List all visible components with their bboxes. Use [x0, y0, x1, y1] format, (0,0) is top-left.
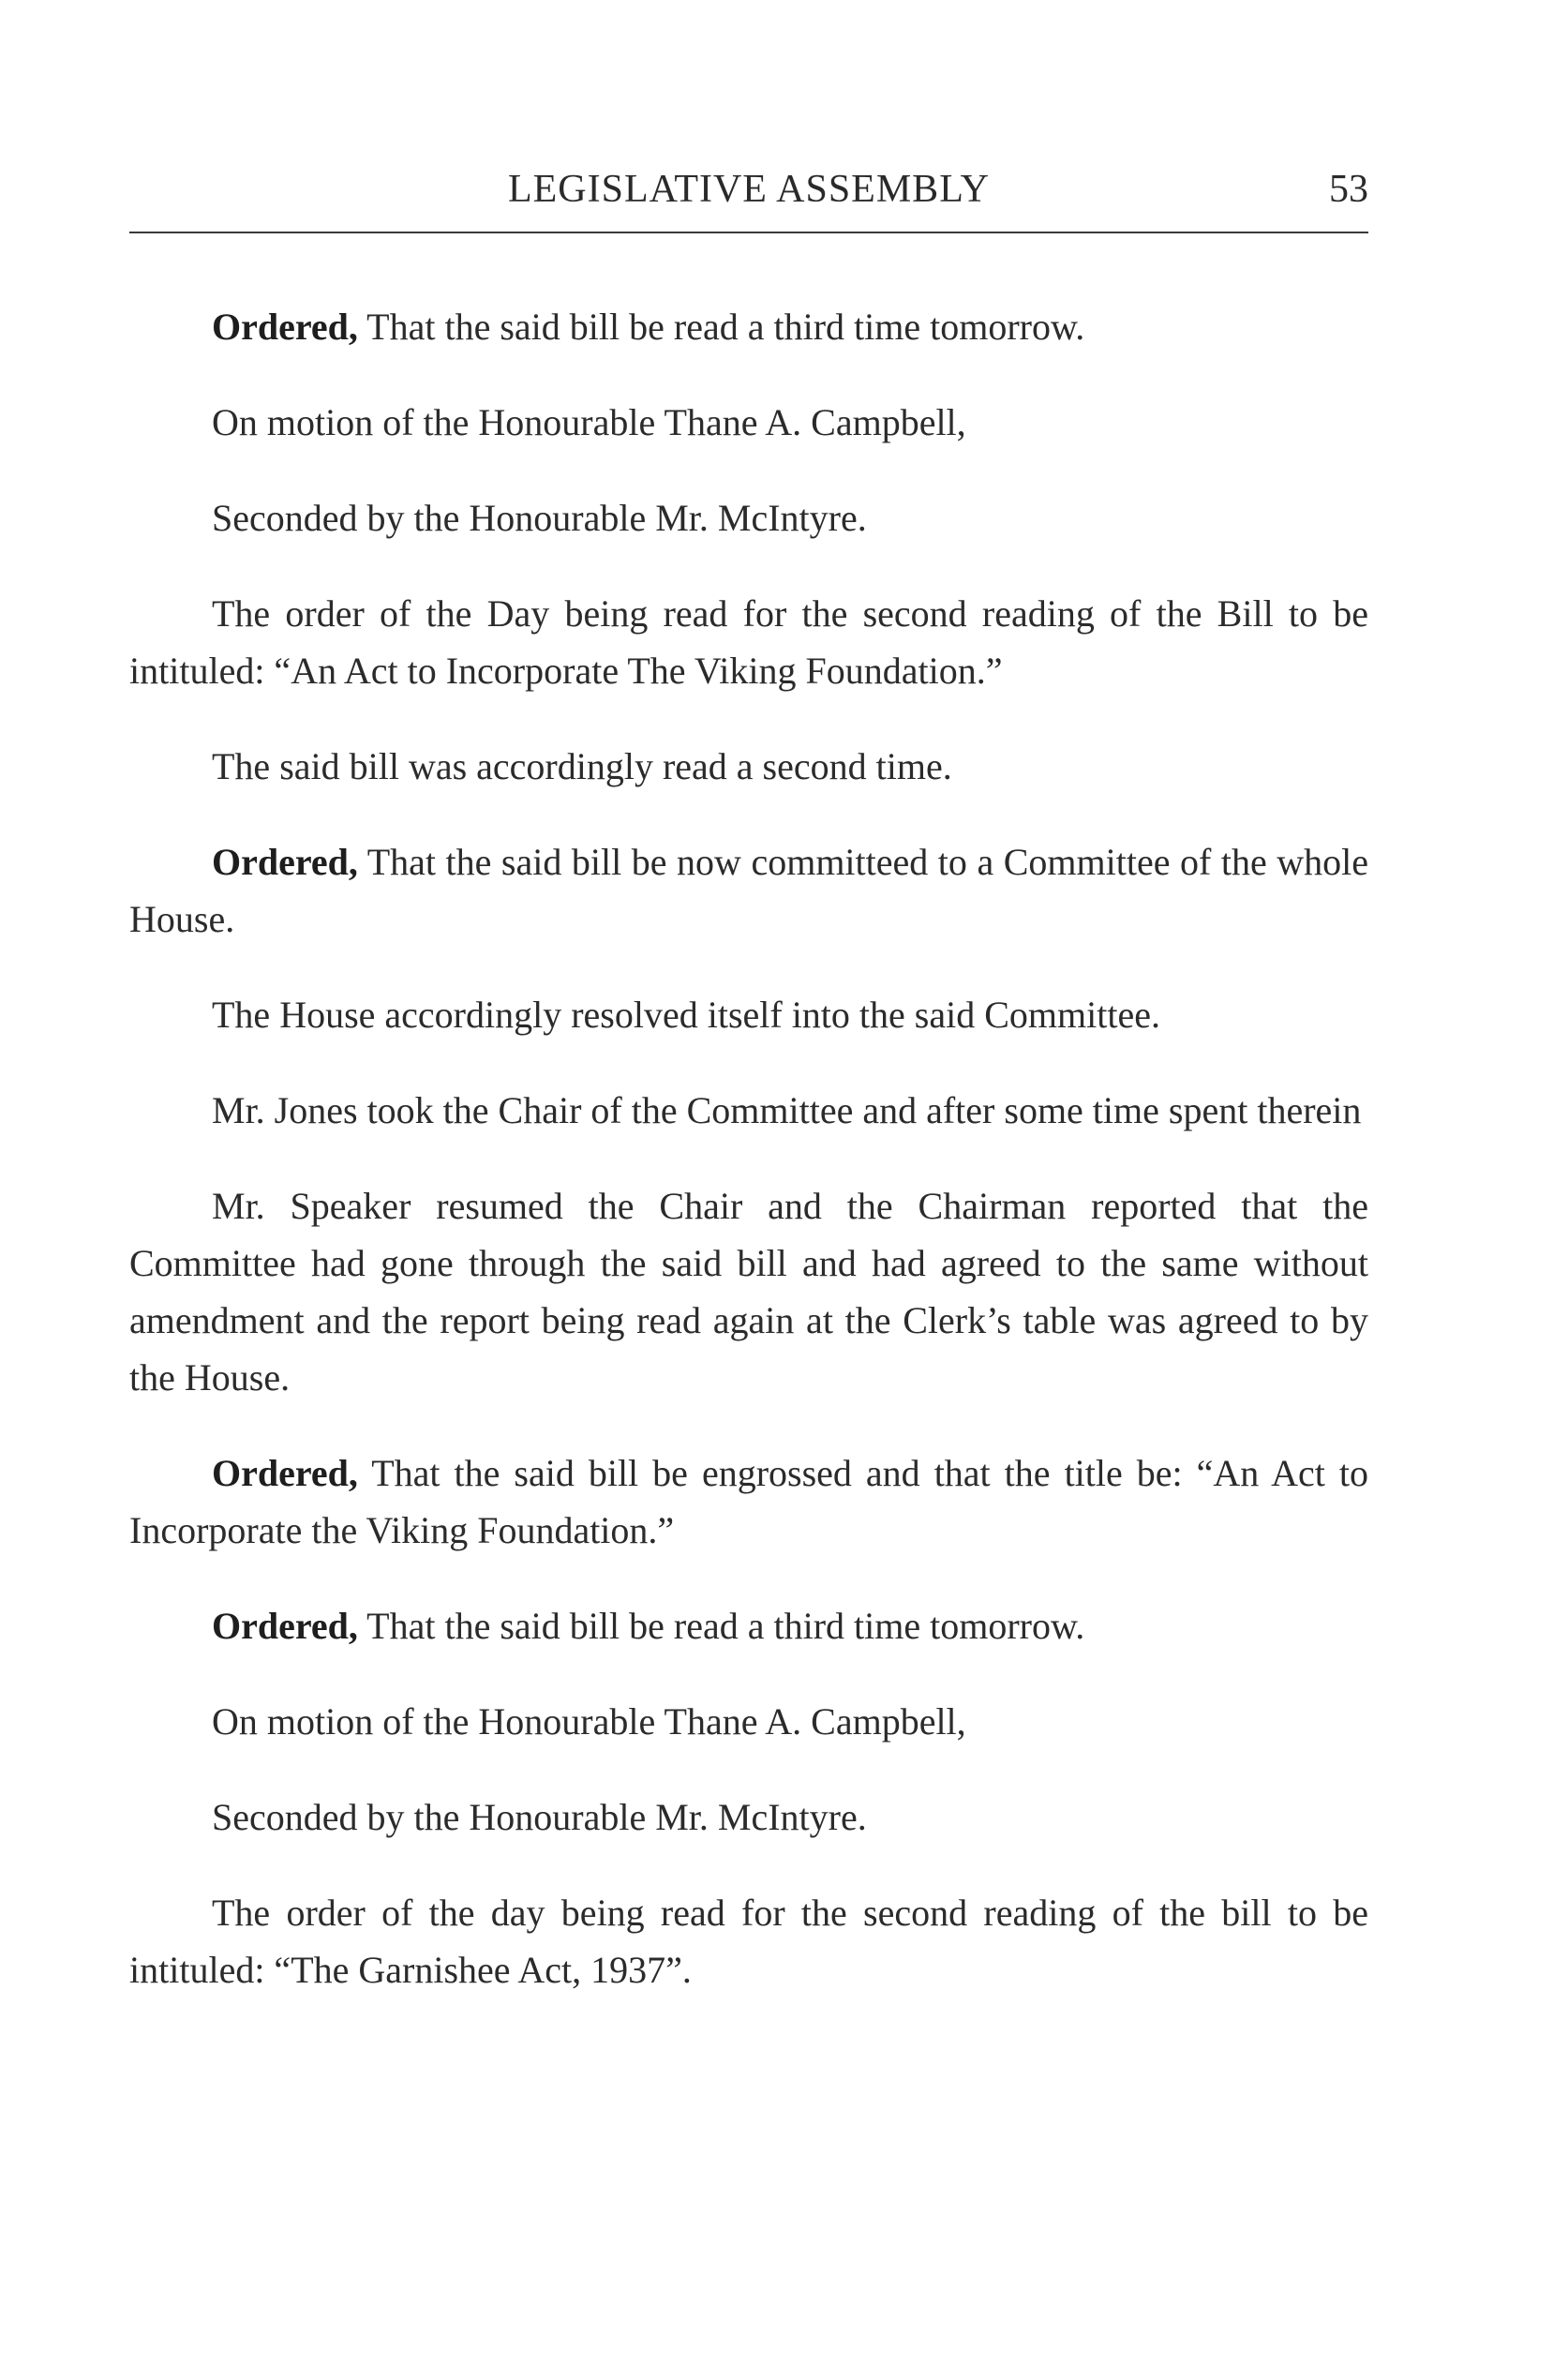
paragraph-ordered-third-reading	[129, 298, 1368, 355]
paragraph-text: Seconded by the Honourable Mr. McIntyre.	[212, 497, 867, 539]
running-head-title: LEGISLATIVE ASSEMBLY	[508, 168, 990, 211]
paragraph-text: That the said bill be read a third time tomorrow.	[357, 1605, 1085, 1647]
paragraph-order-of-day-garnishee	[129, 1884, 1368, 1998]
paragraph-text: That the said bill be engrossed and that the title be: “An Act to Incorporate the Viking Foundation.”	[129, 1452, 1368, 1551]
header-rule	[129, 232, 1368, 233]
paragraph-text: The order of the Day being read for the second reading of the Bill to be intituled: “An Act to Incorporate The Viking Foundation.”	[129, 592, 1368, 692]
paragraph-text: Seconded by the Honourable Mr. McIntyre.	[212, 1796, 867, 1838]
ordered-lead: Ordered,	[212, 841, 358, 883]
paragraph-motion-2	[129, 1693, 1368, 1750]
ordered-lead: Ordered,	[212, 1605, 358, 1647]
paragraph-motion	[129, 394, 1368, 451]
paragraph-text: The said bill was accordingly read a second time.	[212, 745, 952, 787]
paragraph-text: That the said bill be read a third time tomorrow.	[357, 306, 1085, 348]
paragraph-text: That the said bill be now committeed to a Committee of the whole House.	[129, 841, 1368, 940]
paragraph-house-resolved	[129, 986, 1368, 1043]
paragraph-order-of-day-viking	[129, 585, 1368, 699]
paragraph-second-reading	[129, 738, 1368, 795]
paragraph-jones-chair	[129, 1082, 1368, 1139]
paragraph-seconded-2	[129, 1788, 1368, 1846]
ordered-lead: Ordered,	[212, 306, 358, 348]
paragraph-speaker-resumed	[129, 1177, 1368, 1406]
paragraph-seconded	[129, 489, 1368, 546]
paragraph-ordered-committee	[129, 833, 1368, 948]
paragraph-ordered-engrossed	[129, 1444, 1368, 1559]
page-body	[129, 298, 1368, 2037]
ordered-lead: Ordered,	[212, 1452, 358, 1494]
paragraph-text: The order of the day being read for the second reading of the bill to be intituled: “The Garnishee Act, 1937”.	[129, 1892, 1368, 1991]
paragraph-text: Mr. Speaker resumed the Chair and the Chairman reported that the Committee had gone through the said bill and had agreed to the same without amendment and the report being read again at the Clerk’s table was agreed to by the House.	[129, 1185, 1368, 1399]
paragraph-text: On motion of the Honourable Thane A. Campbell,	[212, 1700, 966, 1743]
page-number: 53	[1329, 168, 1368, 211]
paragraph-text: Mr. Jones took the Chair of the Committee and after some time spent therein	[212, 1089, 1362, 1131]
paragraph-ordered-third-reading-2	[129, 1597, 1368, 1654]
page-header	[129, 167, 1368, 223]
paragraph-text: The House accordingly resolved itself into the said Committee.	[212, 994, 1160, 1036]
paragraph-text: On motion of the Honourable Thane A. Campbell,	[212, 401, 966, 443]
